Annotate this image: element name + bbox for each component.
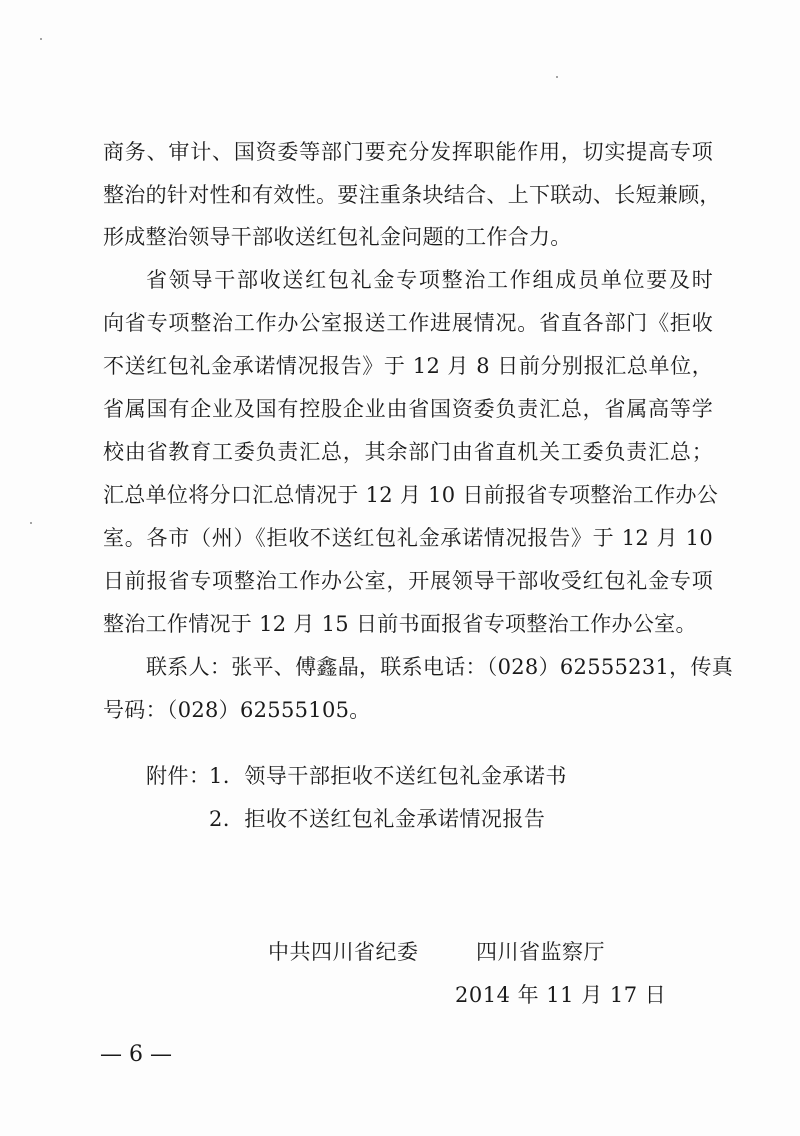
paragraph-1-line-3: 形成整治领导干部收送红包礼金问题的工作合力。 <box>103 225 572 249</box>
paragraph-2-line-1: 省领导干部收送红包礼金专项整治工作组成员单位要及时 <box>146 268 713 292</box>
paragraph-2-line-4: 省属国有企业及国有控股企业由省国资委负责汇总，省属高等学 <box>103 397 713 421</box>
paragraph-1-line-1: 商务、审计、国资委等部门要充分发挥职能作用，切实提高专项 <box>103 140 713 164</box>
paragraph-2-line-9: 整治工作情况于 12 月 15 日前书面报省专项整治工作办公室。 <box>103 612 697 636</box>
paragraph-2-line-7: 室。各市（州）《拒收不送红包礼金承诺情况报告》于 12 月 10 <box>103 526 713 550</box>
attachments-label: 附件： <box>146 764 211 788</box>
paragraph-2-line-2: 向省专项整治工作办公室报送工作进展情况。省直各部门《拒收 <box>103 311 713 335</box>
signature-org-2: 四川省监察厅 <box>476 940 605 964</box>
paragraph-2-line-3: 不送红包礼金承诺情况报告》于 12 月 8 日前分别报汇总单位， <box>103 354 713 378</box>
page-number: — 6 — <box>100 1042 172 1067</box>
paragraph-2-line-6: 汇总单位将分口汇总情况于 12 月 10 日前报省专项整治工作办公 <box>103 483 719 507</box>
signature-org-1: 中共四川省纪委 <box>268 940 419 964</box>
scan-speck <box>556 76 558 78</box>
signature-date: 2014 年 11 月 17 日 <box>455 983 667 1007</box>
attachment-item-2: 2．拒收不送红包礼金承诺情况报告 <box>209 807 546 831</box>
contact-line-2: 号码：（028）62555105。 <box>103 698 371 722</box>
scan-speck <box>40 38 42 40</box>
contact-line-1: 联系人：张平、傅鑫晶，联系电话：（028）62555231，传真 <box>146 655 734 679</box>
paragraph-1-line-2: 整治的针对性和有效性。要注重条块结合、上下联动、长短兼顾， <box>103 183 721 207</box>
attachment-item-1: 1．领导干部拒收不送红包礼金承诺书 <box>209 764 567 788</box>
paragraph-2-line-8: 日前报省专项整治工作办公室，开展领导干部收受红包礼金专项 <box>103 569 713 593</box>
paragraph-2-line-5: 校由省教育工委负责汇总，其余部门由省直机关工委负责汇总； <box>103 440 713 464</box>
scan-speck <box>30 522 32 524</box>
